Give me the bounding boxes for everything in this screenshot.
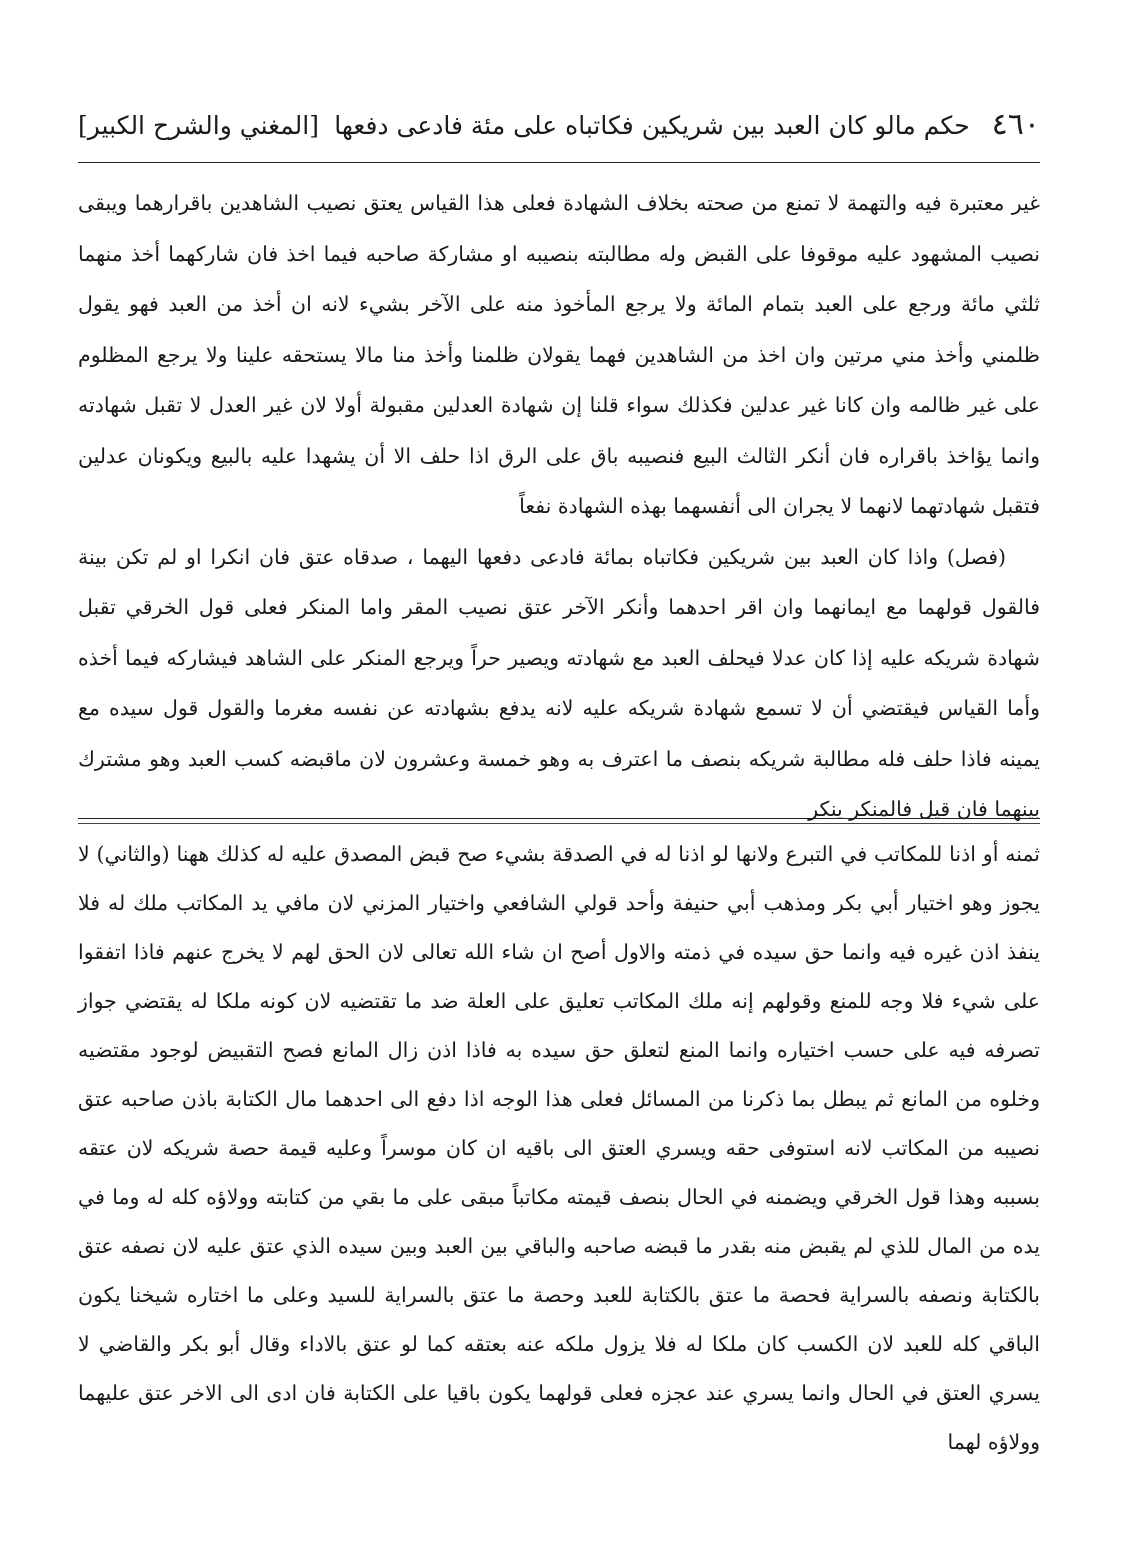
divider-line-thick bbox=[78, 818, 1040, 819]
commentary-divider bbox=[78, 818, 1040, 826]
main-paragraph: غير معتبرة فيه والتهمة لا تمنع من صحته بخلاف الشهادة فعلى هذا القياس يعتق نصيب الشاهدين باقرارهما ويبقى نصيب المشهود عليه موقوفا على القبض وله مطالبته بنصيبه او مشاركة صاحبه فيما اخذ فان شاركهما أخذ منهما ثلثي مائة ورجع على العبد بتمام المائة ولا يرجع المأخوذ منه على الآخر بشيء لانه ان أخذ من العبد فهو يقول ظلمني وأخذ مني مرتين وان اخذ من الشاهدين فهما يقولان ظلمنا وأخذ منا مالا يستحقه علينا ولا يرجع المظلوم على غير ظالمه وان كانا غير عدلين فكذلك سواء قلنا إن شهادة العدلين مقبولة أولا لان غير العدل لا تقبل شهادته وانما يؤاخذ باقراره فان أنكر الثالث البيع فنصيبه باق على الرق اذا حلف الا أن يشهدا عليه بالبيع ويكونان عدلين فتقبل شهادتهما لانهما لا يجران الى أنفسهما بهذه الشهادة نفعاً bbox=[78, 191, 1040, 518]
book-title: [المغني والشرح الكبير] bbox=[78, 110, 319, 140]
header-divider bbox=[78, 162, 1040, 163]
main-paragraph-fasl: (فصل) واذا كان العبد بين شريكين فكاتباه بمائة فادعى دفعها اليهما ، صدقاه عتق فان انكرا او لم تكن بينة فالقول قولهما مع ايمانهما وان اقر احدهما وأنكر الآخر عتق نصيب المقر واما المنكر فعلى قول الخرقي تقبل شهادة شريكه عليه إذا كان عدلا فيحلف العبد مع شهادته ويصير حراً ويرجع المنكر على الشاهد فيشاركه فيما أخذه وأما القياس فيقتضي أن لا تسمع شهادة شريكه عليه لانه يدفع بشهادته عن نفسه مغرما والقول قول سيده مع يمينه فاذا حلف فله مطالبة شريكه بنصف ما اعترف به وهو خمسة وعشرون لان ماقبضه كسب العبد وهو مشترك بينهما فان قيل فالمنكر ينكر bbox=[78, 544, 1040, 821]
book-page bbox=[78, 96, 1040, 1496]
header-right-group bbox=[334, 107, 1040, 142]
divider-line-thin bbox=[78, 823, 1040, 824]
commentary-paragraph: ثمنه أو اذنا للمكاتب في التبرع ولانها لو اذنا له في الصدقة بشيء صح قبض المصدق عليه له كذلك ههنا (والثاني) لا يجوز وهو اختيار أبي بكر ومذهب أبي حنيفة وأحد قولي الشافعي واختيار المزني لان مافي يد المكاتب ملك له فلا ينفذ اذن غيره فيه وانما حق سيده في ذمته والاول أصح ان شاء الله تعالى لان الحق لهم لا يخرج عنهم فاذا اتفقوا على شيء فلا وجه للمنع وقولهم إنه ملك المكاتب تعليق على العلة ضد ما تقتضيه لان كونه ملكا له يقتضي جواز تصرفه فيه على حسب اختياره وانما المنع لتعلق حق سيده به فاذا اذن زال المانع فصح التقبيض لوجود مقتضيه وخلوه من المانع ثم يبطل بما ذكرنا من المسائل فعلى هذا الوجه اذا دفع الى احدهما مال الكتابة باذن صاحبه عتق نصيبه من المكاتب لانه استوفى حقه ويسري العتق الى باقيه ان كان موسراً وعليه قيمة حصة شريكه لان عتقه بسببه وهذا قول الخرقي ويضمنه في الحال بنصف قيمته مكاتباً مبقى على ما بقي من كتابته وولاؤه كله له وما في يده من المال للذي لم يقبض منه بقدر ما قبضه صاحبه والباقي بين العبد وبين سيده الذي عتق عليه لان نصفه عتق بالكتابة ونصفه بالسراية فحصة ما عتق بالكتابة للعبد وحصة ما عتق بالسراية للسيد وعلى ما اختاره شيخنا يكون الباقي كله للعبد لان الكسب كان ملكا له فلا يزول ملكه عنه بعتقه كما لو عتق بالاداء وقال أبو بكر والقاضي لا يسري العتق في الحال وانما يسري عند عجزه فعلى قولهما يكون باقيا على الكتابة فان ادى الى الاخر عتق عليهما وولاؤه لهما bbox=[78, 842, 1040, 1454]
page-number: ٤٦٠ bbox=[991, 107, 1040, 142]
page-header bbox=[78, 96, 1040, 154]
commentary-text-block bbox=[78, 830, 1040, 1467]
main-text-block bbox=[78, 178, 1040, 835]
running-title: حكم مالو كان العبد بين شريكين فكاتباه على مئة فادعى دفعها bbox=[334, 110, 970, 140]
